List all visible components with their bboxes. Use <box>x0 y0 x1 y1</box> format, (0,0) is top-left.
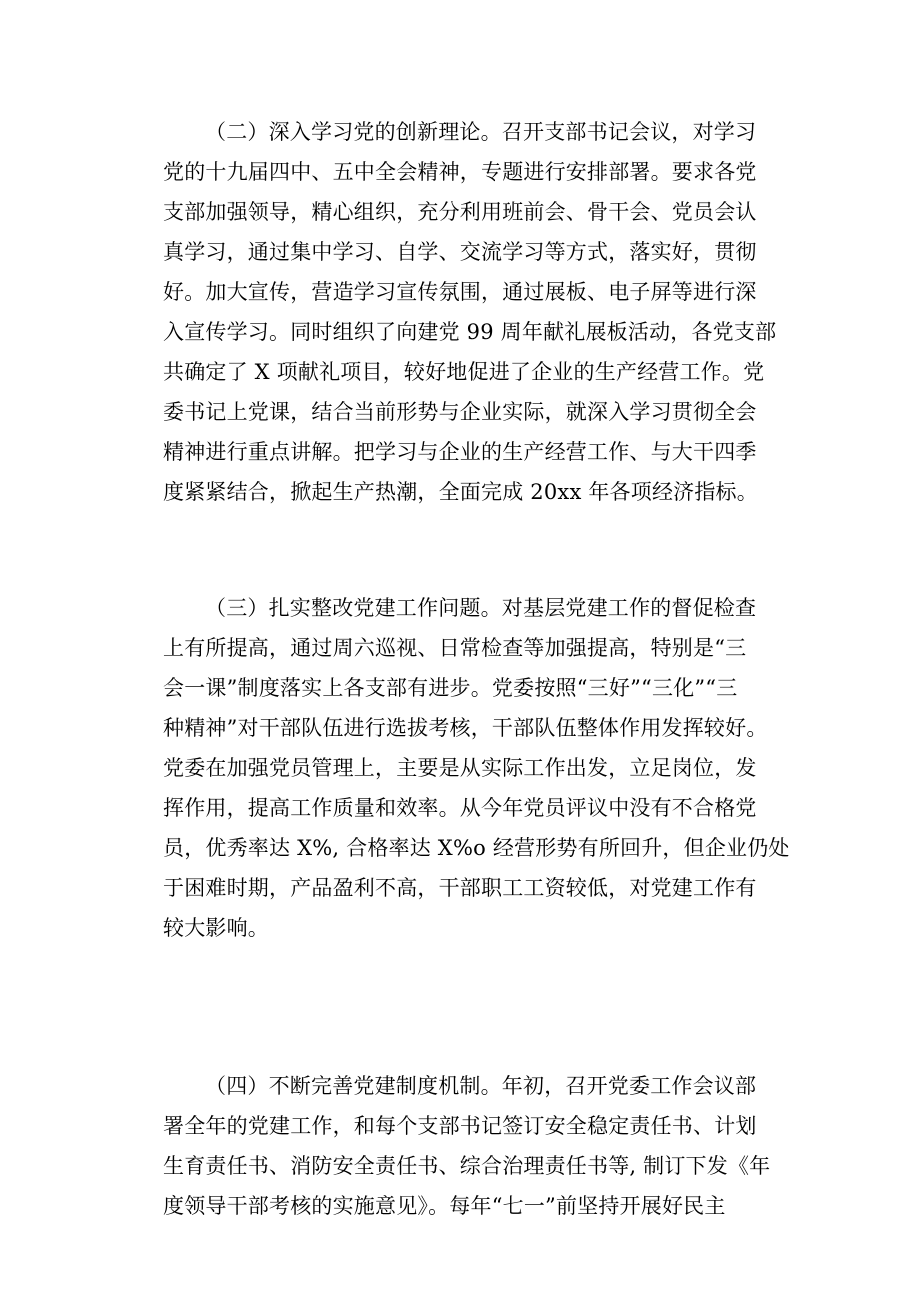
text-line: 委书记上党课，结合当前形势与企业实际，就深入学习贯彻全会 <box>163 400 757 424</box>
text-line: 较大影响。 <box>163 916 269 940</box>
paragraph-party-building-rectification <box>163 588 790 948</box>
text-line: 真学习，通过集中学习、自学、交流学习等方式，落实好，贯彻 <box>163 240 757 264</box>
paragraph-party-theory-study <box>163 112 777 512</box>
text-line: 会一课”制度落实上各支部有进步。党委按照“三好”“三化”“三 <box>163 676 738 700</box>
text-line: 挥作用，提高工作质量和效率。从今年党员评议中没有不合格党 <box>163 796 757 820</box>
text-line: 好。加大宣传，营造学习宣传氛围，通过展板、电子屏等进行深 <box>163 280 757 304</box>
text-line: 支部加强领导，精心组织，充分利用班前会、骨干会、党员会认 <box>163 200 757 224</box>
text-line: 党的十九届四中、五中全会精神，专题进行安排部署。要求各党 <box>163 160 757 184</box>
text-line: 种精神”对干部队伍进行选拔考核，干部队伍整体作用发挥较好。 <box>163 716 768 740</box>
text-line: 度紧紧结合，掀起生产热潮，全面完成 20xx 年各项经济指标。 <box>163 480 758 504</box>
text-line: 于困难时期，产品盈利不高，干部职工工资较低，对党建工作有 <box>163 876 757 900</box>
text-line: 共确定了 X 项献礼项目，较好地促进了企业的生产经营工作。党 <box>163 360 765 384</box>
text-line: 入宣传学习。同时组织了向建党 99 周年献礼展板活动，各党支部 <box>163 320 777 344</box>
paragraph-party-building-system <box>163 1066 771 1226</box>
text-line: （四）不断完善党建制度机制。年初，召开党委工作会议部 <box>205 1074 757 1098</box>
text-line: 署全年的党建工作，和每个支部书记签订安全稳定责任书、计划 <box>163 1114 757 1138</box>
text-line: 员，优秀率达 X%, 合格率达 X%o 经营形势有所回升，但企业仍处 <box>163 836 790 860</box>
text-line: 上有所提高，通过周六巡视、日常检查等加强提高，特别是“三 <box>163 636 747 660</box>
text-line: 度领导干部考核的实施意见》。每年“七一”前坚持开展好民主 <box>163 1194 726 1218</box>
text-line: 党委在加强党员管理上，主要是从实际工作出发，立足岗位，发 <box>163 756 757 780</box>
text-line: （三）扎实整改党建工作问题。对基层党建工作的督促检查 <box>205 596 757 620</box>
text-line: （二）深入学习党的创新理论。召开支部书记会议，对学习 <box>205 120 757 144</box>
text-line: 生育责任书、消防安全责任书、综合治理责任书等, 制订下发《年 <box>163 1154 771 1178</box>
text-line: 精神进行重点讲解。把学习与企业的生产经营工作、与大干四季 <box>163 440 757 464</box>
